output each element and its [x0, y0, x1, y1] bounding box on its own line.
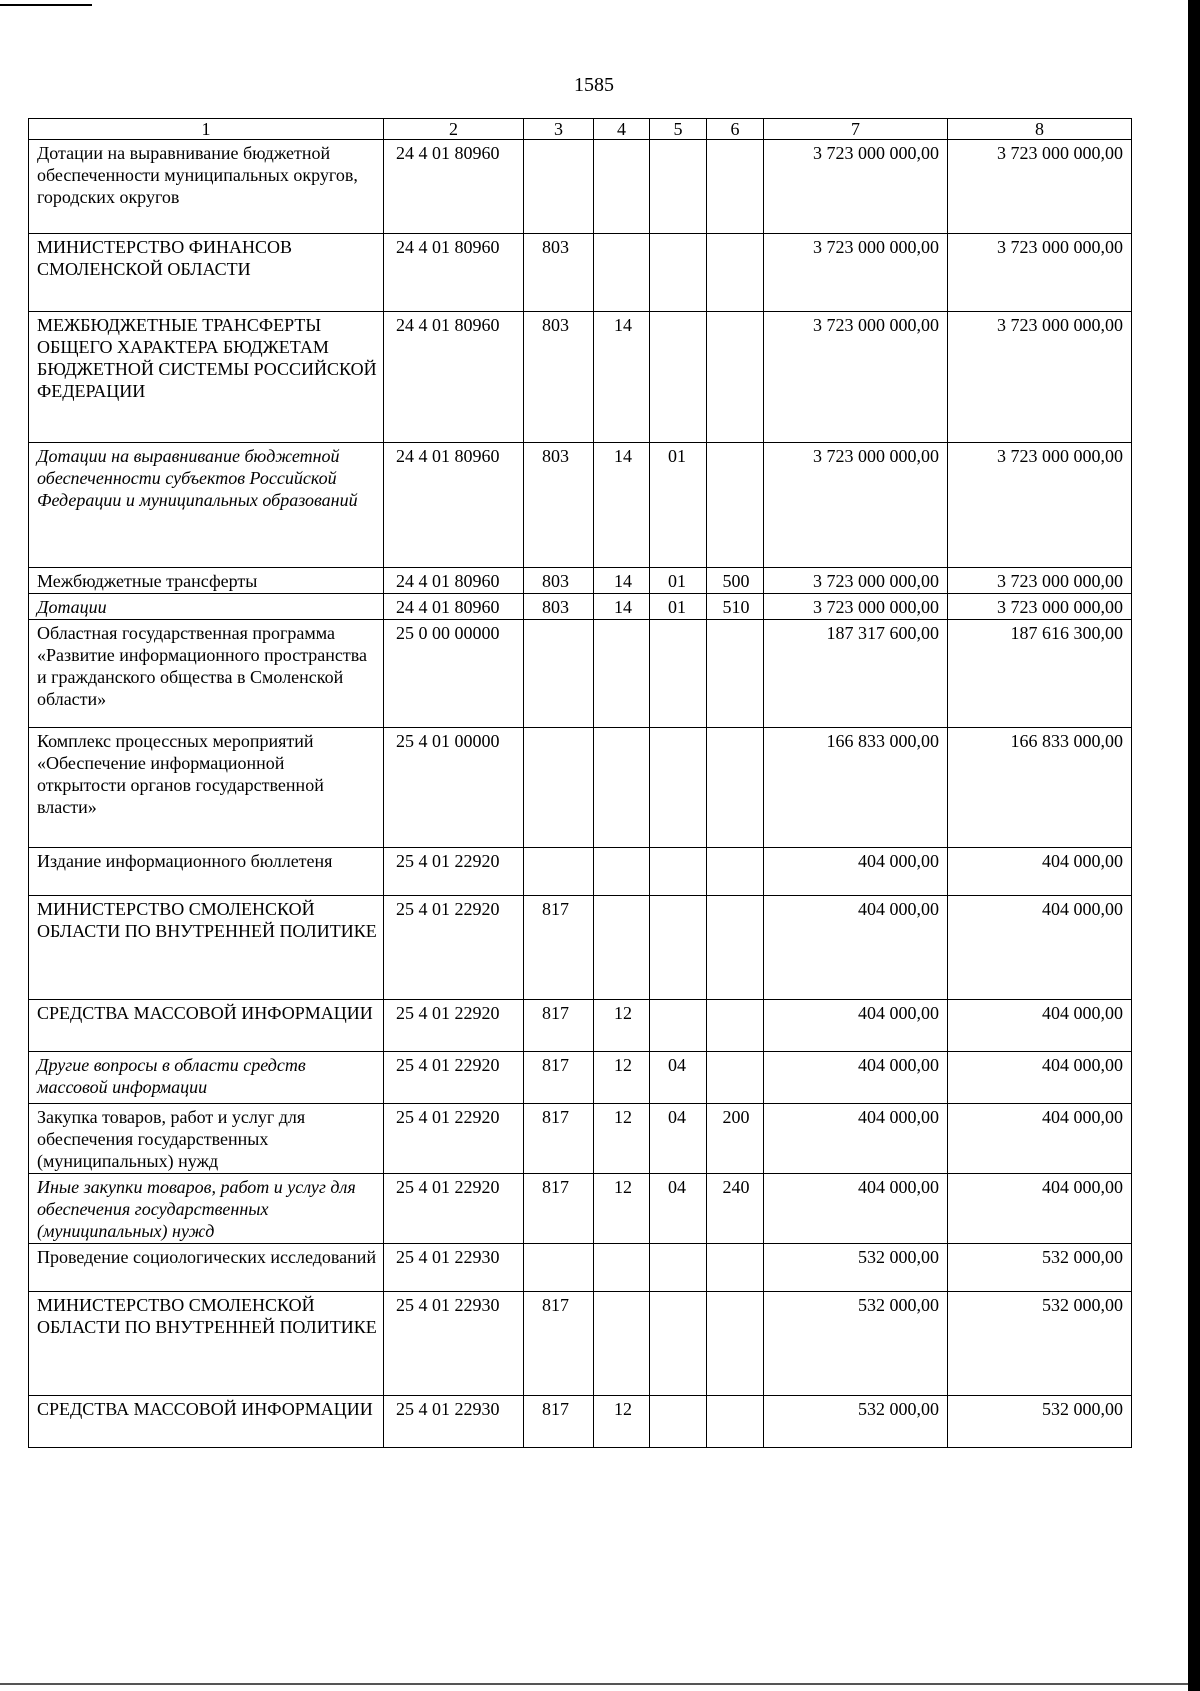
subsection-code-cell — [650, 896, 707, 1000]
amount-year1-cell: 3 723 000 000,00 — [764, 234, 948, 312]
expense-type-cell — [707, 234, 764, 312]
item-name-cell: МИНИСТЕРСТВО ФИНАНСОВ СМОЛЕНСКОЙ ОБЛАСТИ — [29, 234, 384, 312]
section-code-cell: 12 — [594, 1052, 650, 1104]
target-code-cell: 24 4 01 80960 — [384, 312, 524, 443]
target-code-cell: 25 4 01 22920 — [384, 848, 524, 896]
ministry-code-cell: 817 — [524, 896, 594, 1000]
ministry-code-cell: 817 — [524, 1052, 594, 1104]
table-row — [29, 1174, 1132, 1244]
amount-year1-cell: 532 000,00 — [764, 1244, 948, 1292]
ministry-code-cell: 817 — [524, 1104, 594, 1174]
amount-year2-cell: 404 000,00 — [948, 1174, 1132, 1244]
item-name-cell: Проведение социологических исследований — [29, 1244, 384, 1292]
target-code-cell: 25 4 01 22920 — [384, 1052, 524, 1104]
target-code-cell: 25 4 01 22930 — [384, 1292, 524, 1396]
expense-type-cell: 240 — [707, 1174, 764, 1244]
page-number: 1585 — [574, 74, 614, 96]
expense-type-cell — [707, 140, 764, 234]
amount-year2-cell: 532 000,00 — [948, 1244, 1132, 1292]
amount-year1-cell: 532 000,00 — [764, 1396, 948, 1448]
ministry-code-cell: 817 — [524, 1000, 594, 1052]
table-row — [29, 1244, 1132, 1292]
section-code-cell — [594, 848, 650, 896]
table-row — [29, 1052, 1132, 1104]
subsection-code-cell — [650, 140, 707, 234]
header-cell-2: 2 — [384, 119, 524, 140]
target-code-cell: 25 4 01 22930 — [384, 1396, 524, 1448]
subsection-code-cell — [650, 234, 707, 312]
expense-type-cell — [707, 1000, 764, 1052]
header-cell-3: 3 — [524, 119, 594, 140]
subsection-code-cell: 01 — [650, 594, 707, 620]
table-row — [29, 1104, 1132, 1174]
amount-year1-cell: 3 723 000 000,00 — [764, 140, 948, 234]
expense-type-cell: 500 — [707, 568, 764, 594]
amount-year1-cell: 3 723 000 000,00 — [764, 568, 948, 594]
item-name-cell: Закупка товаров, работ и услуг для обеспечения государственных (муниципальных) нужд — [29, 1104, 384, 1174]
amount-year2-cell: 532 000,00 — [948, 1396, 1132, 1448]
ministry-code-cell — [524, 728, 594, 848]
amount-year1-cell: 166 833 000,00 — [764, 728, 948, 848]
table-row — [29, 234, 1132, 312]
table-row — [29, 594, 1132, 620]
section-code-cell: 14 — [594, 594, 650, 620]
subsection-code-cell — [650, 1292, 707, 1396]
amount-year1-cell: 404 000,00 — [764, 1000, 948, 1052]
ministry-code-cell: 803 — [524, 312, 594, 443]
target-code-cell: 24 4 01 80960 — [384, 594, 524, 620]
ministry-code-cell: 817 — [524, 1396, 594, 1448]
amount-year2-cell: 3 723 000 000,00 — [948, 312, 1132, 443]
amount-year1-cell: 3 723 000 000,00 — [764, 594, 948, 620]
item-name-cell: Дотации — [29, 594, 384, 620]
section-code-cell: 12 — [594, 1396, 650, 1448]
table-row — [29, 312, 1132, 443]
subsection-code-cell: 01 — [650, 443, 707, 568]
expense-type-cell — [707, 312, 764, 443]
table-row — [29, 1396, 1132, 1448]
section-code-cell — [594, 1244, 650, 1292]
target-code-cell: 25 4 01 22920 — [384, 1000, 524, 1052]
item-name-cell: Другие вопросы в области средств массовой информации — [29, 1052, 384, 1104]
target-code-cell: 25 0 00 00000 — [384, 620, 524, 728]
item-name-cell: СРЕДСТВА МАССОВОЙ ИНФОРМАЦИИ — [29, 1000, 384, 1052]
subsection-code-cell — [650, 848, 707, 896]
table-body — [29, 140, 1132, 1448]
item-name-cell: Межбюджетные трансферты — [29, 568, 384, 594]
amount-year1-cell: 404 000,00 — [764, 896, 948, 1000]
section-code-cell — [594, 140, 650, 234]
ministry-code-cell: 817 — [524, 1292, 594, 1396]
subsection-code-cell: 01 — [650, 568, 707, 594]
target-code-cell: 25 4 01 22920 — [384, 1174, 524, 1244]
subsection-code-cell — [650, 312, 707, 443]
item-name-cell: МЕЖБЮДЖЕТНЫЕ ТРАНСФЕРТЫ ОБЩЕГО ХАРАКТЕРА БЮДЖЕТАМ БЮДЖЕТНОЙ СИСТЕМЫ РОССИЙСКОЙ ФЕДЕРАЦИИ — [29, 312, 384, 443]
section-code-cell: 12 — [594, 1104, 650, 1174]
item-name-cell: СРЕДСТВА МАССОВОЙ ИНФОРМАЦИИ — [29, 1396, 384, 1448]
table-row — [29, 848, 1132, 896]
section-code-cell — [594, 620, 650, 728]
target-code-cell: 24 4 01 80960 — [384, 234, 524, 312]
item-name-cell: Комплекс процессных мероприятий «Обеспечение информационной открытости органов государственной власти» — [29, 728, 384, 848]
table-row — [29, 443, 1132, 568]
amount-year2-cell: 3 723 000 000,00 — [948, 594, 1132, 620]
target-code-cell: 24 4 01 80960 — [384, 140, 524, 234]
scan-border-top — [0, 4, 92, 6]
header-row — [29, 119, 1132, 140]
subsection-code-cell: 04 — [650, 1174, 707, 1244]
amount-year2-cell: 404 000,00 — [948, 1000, 1132, 1052]
table-row — [29, 1000, 1132, 1052]
amount-year2-cell: 404 000,00 — [948, 896, 1132, 1000]
target-code-cell: 24 4 01 80960 — [384, 443, 524, 568]
table-row — [29, 568, 1132, 594]
amount-year2-cell: 187 616 300,00 — [948, 620, 1132, 728]
subsection-code-cell — [650, 1244, 707, 1292]
expense-type-cell — [707, 620, 764, 728]
amount-year1-cell: 3 723 000 000,00 — [764, 443, 948, 568]
amount-year1-cell: 404 000,00 — [764, 1104, 948, 1174]
item-name-cell: Издание информационного бюллетеня — [29, 848, 384, 896]
subsection-code-cell — [650, 1396, 707, 1448]
item-name-cell: Дотации на выравнивание бюджетной обеспеченности субъектов Российской Федерации и муниципальных образований — [29, 443, 384, 568]
header-cell-6: 6 — [707, 119, 764, 140]
section-code-cell — [594, 728, 650, 848]
section-code-cell: 14 — [594, 568, 650, 594]
target-code-cell: 25 4 01 22920 — [384, 896, 524, 1000]
item-name-cell: Областная государственная программа «Развитие информационного пространства и гражданского общества в Смоленской области» — [29, 620, 384, 728]
item-name-cell: Дотации на выравнивание бюджетной обеспеченности муниципальных округов, городских округов — [29, 140, 384, 234]
subsection-code-cell — [650, 620, 707, 728]
target-code-cell: 25 4 01 22930 — [384, 1244, 524, 1292]
amount-year2-cell: 3 723 000 000,00 — [948, 234, 1132, 312]
section-code-cell: 14 — [594, 443, 650, 568]
ministry-code-cell — [524, 848, 594, 896]
amount-year1-cell: 187 317 600,00 — [764, 620, 948, 728]
expense-type-cell — [707, 896, 764, 1000]
table-row — [29, 728, 1132, 848]
amount-year2-cell: 3 723 000 000,00 — [948, 568, 1132, 594]
expense-type-cell — [707, 443, 764, 568]
ministry-code-cell: 803 — [524, 594, 594, 620]
amount-year1-cell: 404 000,00 — [764, 848, 948, 896]
ministry-code-cell — [524, 140, 594, 234]
section-code-cell: 14 — [594, 312, 650, 443]
amount-year2-cell: 404 000,00 — [948, 1052, 1132, 1104]
table-row — [29, 1292, 1132, 1396]
amount-year2-cell: 532 000,00 — [948, 1292, 1132, 1396]
target-code-cell: 25 4 01 00000 — [384, 728, 524, 848]
expense-type-cell — [707, 1244, 764, 1292]
header-cell-5: 5 — [650, 119, 707, 140]
target-code-cell: 24 4 01 80960 — [384, 568, 524, 594]
section-code-cell: 12 — [594, 1000, 650, 1052]
item-name-cell: МИНИСТЕРСТВО СМОЛЕНСКОЙ ОБЛАСТИ ПО ВНУТРЕННЕЙ ПОЛИТИКЕ — [29, 1292, 384, 1396]
ministry-code-cell: 803 — [524, 234, 594, 312]
expense-type-cell: 510 — [707, 594, 764, 620]
section-code-cell: 12 — [594, 1174, 650, 1244]
item-name-cell: Иные закупки товаров, работ и услуг для обеспечения государственных (муниципальных) нужд — [29, 1174, 384, 1244]
table-row — [29, 896, 1132, 1000]
subsection-code-cell: 04 — [650, 1052, 707, 1104]
amount-year2-cell: 3 723 000 000,00 — [948, 140, 1132, 234]
subsection-code-cell: 04 — [650, 1104, 707, 1174]
subsection-code-cell — [650, 1000, 707, 1052]
scan-border-right — [1188, 0, 1200, 1691]
expense-type-cell — [707, 1396, 764, 1448]
amount-year2-cell: 3 723 000 000,00 — [948, 443, 1132, 568]
budget-table — [28, 118, 1132, 1448]
amount-year2-cell: 404 000,00 — [948, 1104, 1132, 1174]
section-code-cell — [594, 896, 650, 1000]
expense-type-cell — [707, 728, 764, 848]
header-cell-1: 1 — [29, 119, 384, 140]
amount-year1-cell: 404 000,00 — [764, 1052, 948, 1104]
target-code-cell: 25 4 01 22920 — [384, 1104, 524, 1174]
table-row — [29, 140, 1132, 234]
amount-year1-cell: 404 000,00 — [764, 1174, 948, 1244]
scan-border-bottom — [0, 1683, 1188, 1685]
expense-type-cell — [707, 1292, 764, 1396]
expense-type-cell: 200 — [707, 1104, 764, 1174]
amount-year1-cell: 3 723 000 000,00 — [764, 312, 948, 443]
section-code-cell — [594, 1292, 650, 1396]
ministry-code-cell: 803 — [524, 443, 594, 568]
ministry-code-cell — [524, 1244, 594, 1292]
amount-year2-cell: 404 000,00 — [948, 848, 1132, 896]
table-row — [29, 620, 1132, 728]
header-cell-7: 7 — [764, 119, 948, 140]
header-cell-8: 8 — [948, 119, 1132, 140]
subsection-code-cell — [650, 728, 707, 848]
amount-year1-cell: 532 000,00 — [764, 1292, 948, 1396]
ministry-code-cell: 803 — [524, 568, 594, 594]
section-code-cell — [594, 234, 650, 312]
ministry-code-cell: 817 — [524, 1174, 594, 1244]
header-cell-4: 4 — [594, 119, 650, 140]
ministry-code-cell — [524, 620, 594, 728]
expense-type-cell — [707, 1052, 764, 1104]
item-name-cell: МИНИСТЕРСТВО СМОЛЕНСКОЙ ОБЛАСТИ ПО ВНУТРЕННЕЙ ПОЛИТИКЕ — [29, 896, 384, 1000]
expense-type-cell — [707, 848, 764, 896]
amount-year2-cell: 166 833 000,00 — [948, 728, 1132, 848]
